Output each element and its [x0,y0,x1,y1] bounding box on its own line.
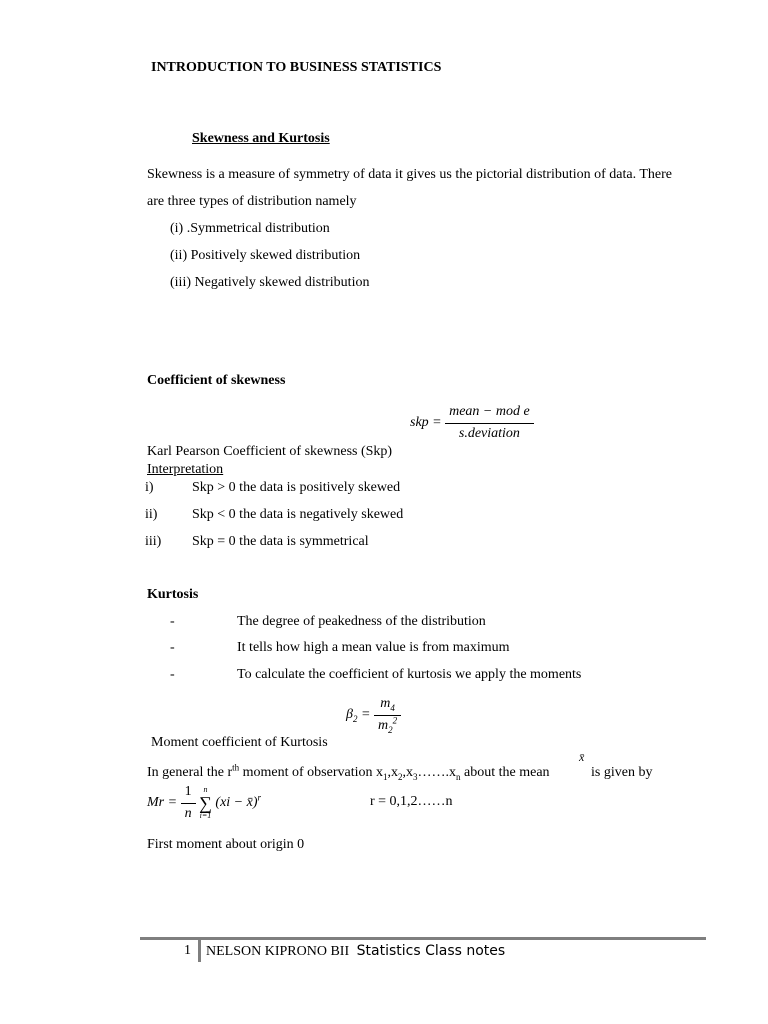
subscript-n: n [456,771,461,782]
footer-rule [140,937,706,940]
kurtosis-bullet-text: The degree of peakedness of the distribution [237,614,486,629]
skp-numerator: mean − mod e [445,404,534,424]
subscript-1: 1 [383,771,388,782]
footer-divider [198,940,201,962]
kurtosis-heading: Kurtosis [147,587,199,602]
skp-formula-lhs: skp = [410,414,442,430]
interpretation-text: Skp < 0 the data is negatively skewed [192,507,404,522]
sum-upper-limit: n [203,785,208,795]
kurtosis-bullet-text: It tells how high a mean value is from maximum [237,640,510,655]
interpretation-text: Skp > 0 the data is positively skewed [192,480,401,495]
interpretation-number: ii) [145,507,158,522]
subscript-3: 3 [413,771,418,782]
th-superscript: th [232,762,240,773]
mr-power: r [257,792,262,803]
sum-block [199,786,212,820]
beta2-numerator [374,696,401,716]
footer-author [206,943,505,961]
beta-symbol: β [346,706,353,722]
m4-m: m [380,696,391,711]
beta-subscript: 2 [352,713,358,724]
mr-one-over-n [181,784,196,823]
subscript-2: 2 [398,771,403,782]
m2-m: m [377,717,389,733]
first-moment-text: First moment about origin 0 [147,837,305,852]
mr-body-expression: (xi − x̄) [215,794,258,810]
mr-one: 1 [181,784,196,804]
ellipsis-xn: …….x [417,765,457,780]
beta2-lhs [346,707,357,722]
page-number: 1 [184,943,191,958]
distribution-type-item: (ii) Positively skewed distribution [170,248,361,263]
kurtosis-bullet-dash: - [170,640,175,655]
skewness-paragraph-line1: Skewness is a measure of symmetry of data it gives us the pictorial distribution of data. There [147,167,673,182]
sum-icon: ∑ [199,793,212,814]
interpretation-number: iii) [145,534,162,549]
karl-pearson-caption: Karl Pearson Coefficient of skewness (Skp) [147,444,393,459]
kurtosis-bullet-dash: - [170,614,175,629]
distribution-type-item: (iii) Negatively skewed distribution [170,275,370,290]
general-text-a: In general the r [147,765,233,780]
skewness-kurtosis-heading: Skewness and Kurtosis [192,131,330,146]
beta2-equals: = [360,706,371,722]
mr-body [215,792,262,810]
beta2-denominator [374,716,401,735]
separator-1: ,x [387,765,399,780]
skp-formula [410,404,534,443]
coefficient-of-skewness-heading: Coefficient of skewness [147,373,286,388]
beta2-formula [346,696,401,735]
r-values: r = 0,1,2……n [370,794,453,809]
interpretation-label: Interpretation [147,462,224,477]
footer-author-name: NELSON KIPRONO BII [206,944,350,959]
general-text-d: is given by [591,765,653,780]
sum-lower-limit: i=1 [199,811,212,821]
footer-subtitle: Statistics Class notes [356,943,506,959]
mr-lhs: Mr = [147,794,178,810]
interpretation-number: i) [145,480,154,495]
skp-denominator: s.deviation [458,425,520,441]
mr-n: n [184,805,192,821]
general-moment-sentence [147,762,550,782]
beta2-fraction [374,696,401,735]
general-text-c: about the mean [460,765,550,780]
page-title: INTRODUCTION TO BUSINESS STATISTICS [151,60,442,75]
m2-subscript: 2 [388,724,393,735]
general-text-b: moment of observation x [239,765,384,780]
kurtosis-bullet-text: To calculate the coefficient of kurtosis we apply the moments [237,667,582,682]
moment-coefficient-caption: Moment coefficient of Kurtosis [151,735,328,750]
distribution-type-item: (i) .Symmetrical distribution [170,221,330,236]
m4-subscript: 4 [390,702,395,713]
m2-superscript: 2 [392,715,398,726]
x-bar-symbol: x̄ [579,750,585,764]
separator-2: ,x [402,765,414,780]
mr-formula [147,784,261,823]
kurtosis-bullet-dash: - [170,667,175,682]
interpretation-text: Skp = 0 the data is symmetrical [192,534,369,549]
skewness-paragraph-line2: are three types of distribution namely [147,194,357,209]
skp-fraction [445,404,534,443]
